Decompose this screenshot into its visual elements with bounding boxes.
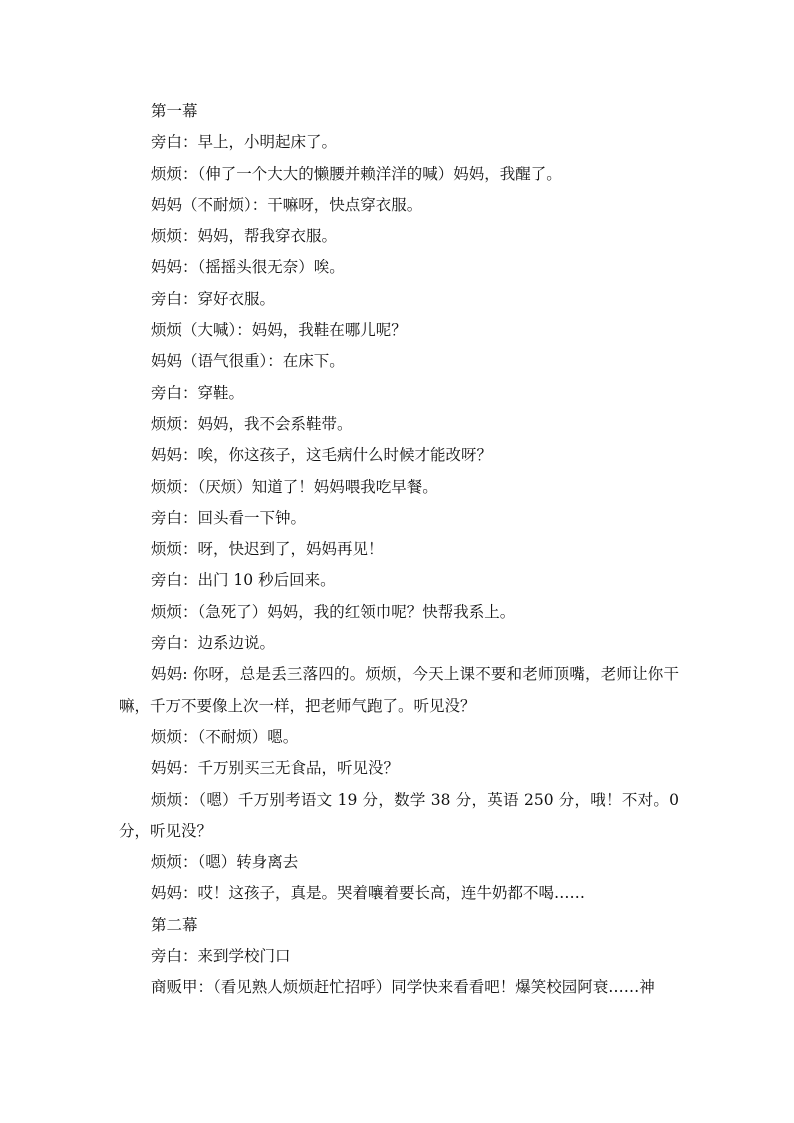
dialogue-line: 烦烦（大喊）：妈妈，我鞋在哪儿呢？ [151,321,407,340]
script-body [119,96,679,1004]
dialogue-paragraph: 烦烦：（嗯）千万别考语文 19 分，数学 38 分，英语 250 分，哦！不对。0 分，听见没？ [119,790,679,840]
dialogue-line: 烦烦：妈妈，我不会系鞋带。 [151,414,353,433]
dialogue-line: 旁白：回头看一下钟。 [151,508,307,527]
dialogue-line: 旁白：穿鞋。 [151,383,245,402]
dialogue-line: 商贩甲：（看见熟人烦烦赶忙招呼）同学快来看看吧！爆笑校园阿衰……神 [151,978,655,997]
dialogue-line: 旁白：边系边说。 [151,634,276,653]
dialogue-line: 旁白：早上，小明起床了。 [151,133,338,152]
act-heading: 第二幕 [151,915,198,934]
dialogue-line: 烦烦：（急死了）妈妈，我的红领巾呢？快帮我系上。 [151,602,516,621]
dialogue-line: 妈妈：哎！这孩子，真是。哭着嚷着要长高，连牛奶都不喝…… [151,884,586,903]
dialogue-line: 旁白：穿好衣服。 [151,289,276,308]
dialogue-line: 烦烦：（不耐烦）嗯。 [151,727,299,746]
dialogue-line: 烦烦：呀，快迟到了，妈妈再见！ [151,540,384,559]
dialogue-line: 旁白：出门 10 秒后回来。 [151,571,336,590]
dialogue-line: 旁白：来到学校门口 [151,947,291,966]
dialogue-line: 烦烦：（嗯）转身离去 [151,853,299,872]
dialogue-line: 妈妈（不耐烦）：干嘛呀，快点穿衣服。 [151,195,423,214]
dialogue-line: 妈妈：唉，你这孩子，这毛病什么时候才能改呀？ [151,446,493,465]
dialogue-line: 妈妈：千万别买三无食品，听见没？ [151,759,400,778]
dialogue-line: 烦烦：（伸了一个大大的懒腰并赖洋洋的喊）妈妈，我醒了。 [151,164,562,183]
dialogue-line: 妈妈：（摇摇头很无奈）唉。 [151,258,345,277]
dialogue-line: 烦烦：（厌烦）知道了！妈妈喂我吃早餐。 [151,477,438,496]
act-heading: 第一幕 [151,102,198,120]
dialogue-line: 妈妈（语气很重）：在床下。 [151,352,345,371]
dialogue-paragraph: 妈妈: 你呀，总是丢三落四的。烦烦，今天上课不要和老师顶嘴，老师让你干嘛，千万不要像上次一样，把老师气跑了。听见没？ [119,665,679,715]
dialogue-line: 烦烦：妈妈，帮我穿衣服。 [151,227,338,246]
